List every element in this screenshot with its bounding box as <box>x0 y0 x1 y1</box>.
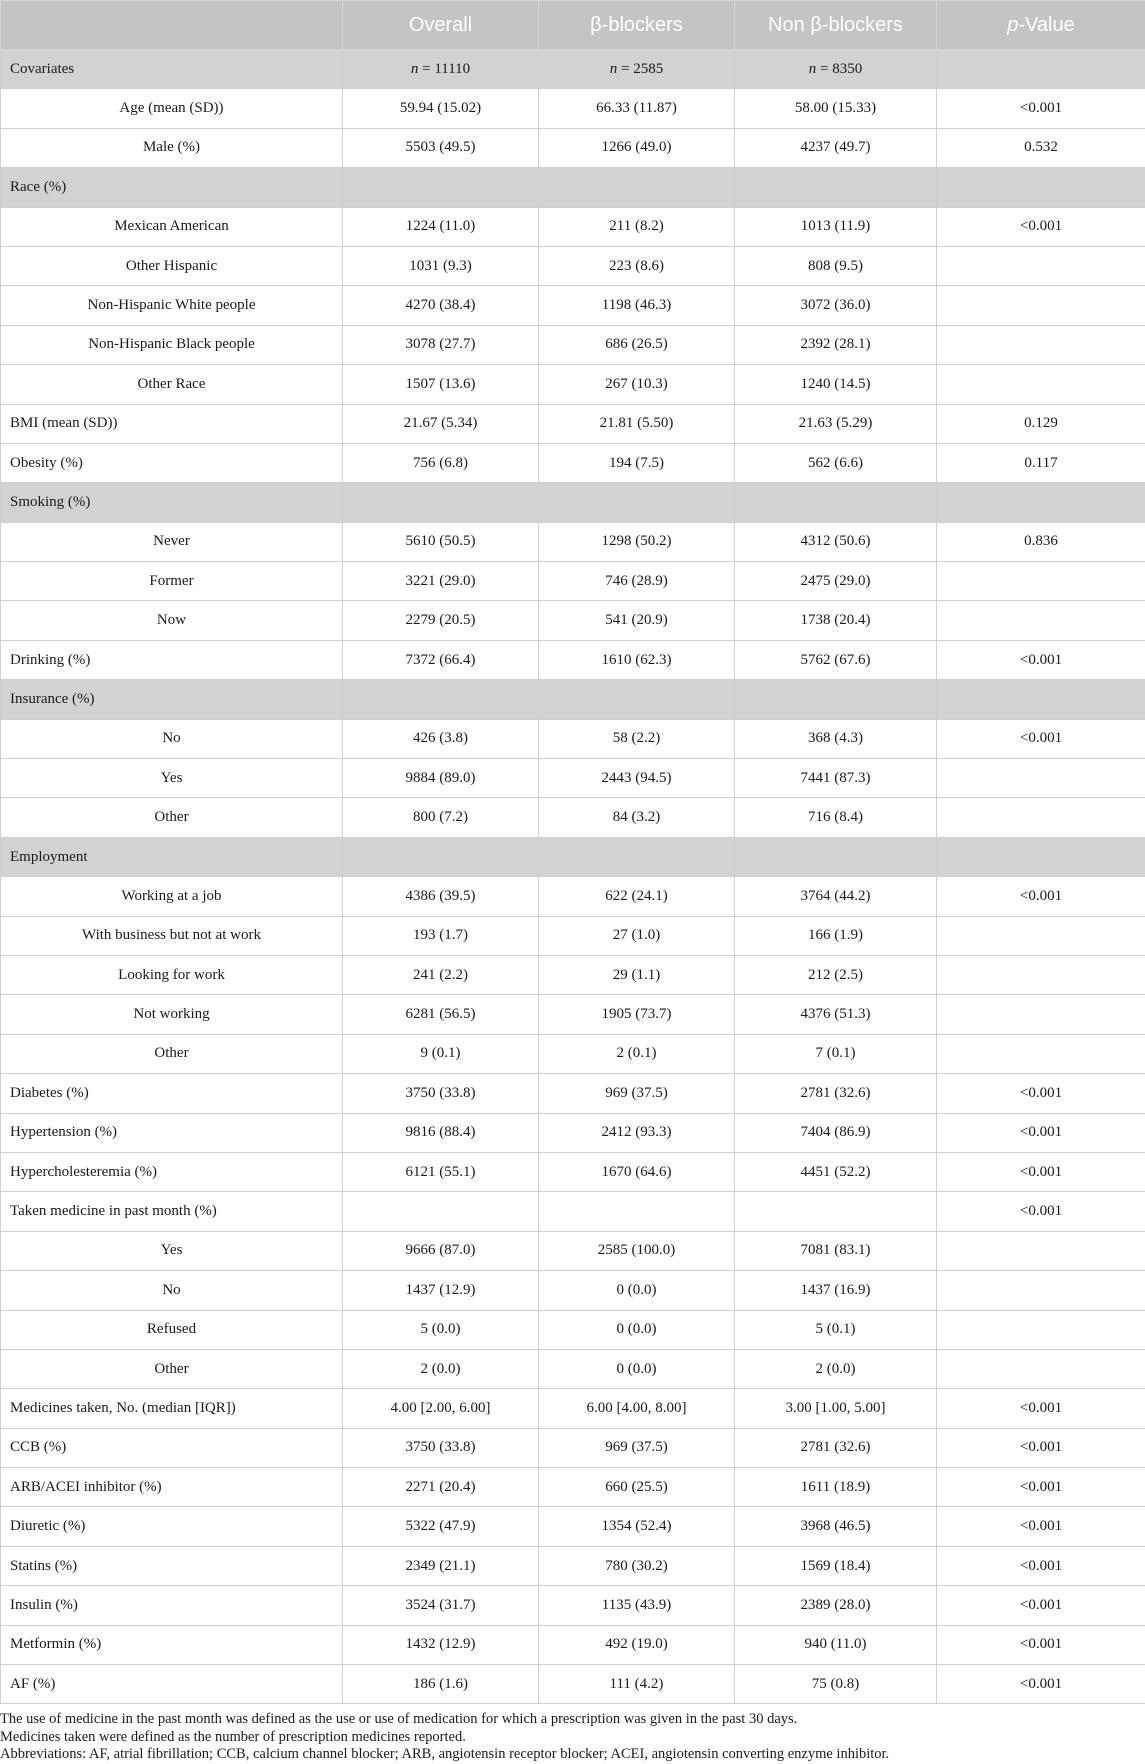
non-beta-blockers-cell: 21.63 (5.29) <box>735 404 937 443</box>
overall-cell: 241 (2.2) <box>343 955 539 994</box>
p-value-cell: 0.836 <box>937 522 1145 561</box>
header-beta-blockers: β-blockers <box>539 1 735 50</box>
p-value-cell: <0.001 <box>937 1546 1145 1585</box>
group-label: Insurance (%) <box>1 680 343 719</box>
non-beta-blockers-cell: 4376 (51.3) <box>735 995 937 1034</box>
beta-blockers-cell: 622 (24.1) <box>539 877 735 916</box>
beta-blockers-cell: 0 (0.0) <box>539 1271 735 1310</box>
overall-cell: 4.00 [2.00, 6.00] <box>343 1389 539 1428</box>
overall-cell: 193 (1.7) <box>343 916 539 955</box>
beta-blockers-cell: 111 (4.2) <box>539 1665 735 1704</box>
covariates-p-blank <box>937 50 1145 89</box>
table-row <box>1 1310 1145 1349</box>
n-symbol: n <box>411 61 419 77</box>
p-value-cell <box>937 1034 1145 1073</box>
row-label: Medicines taken, No. (median [IQR]) <box>1 1389 343 1428</box>
row-label: Not working <box>1 995 343 1034</box>
table-row <box>1 128 1145 167</box>
beta-blockers-cell: 2 (0.1) <box>539 1034 735 1073</box>
overall-cell: 59.94 (15.02) <box>343 89 539 128</box>
beta-blockers-cell: 1266 (49.0) <box>539 128 735 167</box>
row-label: Other <box>1 1034 343 1073</box>
table-row <box>1 1625 1145 1664</box>
beta-blockers-cell: 2585 (100.0) <box>539 1231 735 1270</box>
table-row <box>1 916 1145 955</box>
p-value-cell <box>937 286 1145 325</box>
row-label: Drinking (%) <box>1 640 343 679</box>
overall-cell: 5610 (50.5) <box>343 522 539 561</box>
group-header-row <box>1 168 1145 207</box>
p-value-cell: <0.001 <box>937 1586 1145 1625</box>
non-beta-blockers-cell: 7441 (87.3) <box>735 759 937 798</box>
row-label: No <box>1 719 343 758</box>
beta-blockers-cell: 84 (3.2) <box>539 798 735 837</box>
beta-blockers-cell: 746 (28.9) <box>539 562 735 601</box>
row-label: With business but not at work <box>1 916 343 955</box>
overall-cell: 1432 (12.9) <box>343 1625 539 1664</box>
table-row <box>1 286 1145 325</box>
p-value-italic: p <box>1007 14 1018 36</box>
table-row <box>1 1586 1145 1625</box>
nonbeta-n <box>735 50 937 89</box>
table-row <box>1 1507 1145 1546</box>
group-empty-cell <box>735 680 937 719</box>
overall-cell: 4386 (39.5) <box>343 877 539 916</box>
beta-blockers-cell: 1135 (43.9) <box>539 1586 735 1625</box>
overall-cell: 3750 (33.8) <box>343 1428 539 1467</box>
p-value-cell: 0.532 <box>937 128 1145 167</box>
group-empty-cell <box>735 168 937 207</box>
group-header-row <box>1 837 1145 876</box>
p-value-cell: <0.001 <box>937 640 1145 679</box>
group-empty-cell <box>937 483 1145 522</box>
non-beta-blockers-cell: 1611 (18.9) <box>735 1468 937 1507</box>
overall-cell: 9 (0.1) <box>343 1034 539 1073</box>
table-row <box>1 207 1145 246</box>
table-row <box>1 1152 1145 1191</box>
non-beta-blockers-cell: 2781 (32.6) <box>735 1074 937 1113</box>
p-value-cell <box>937 916 1145 955</box>
table-row <box>1 89 1145 128</box>
non-beta-blockers-cell <box>735 1192 937 1231</box>
overall-cell: 5 (0.0) <box>343 1310 539 1349</box>
beta-blockers-cell: 1610 (62.3) <box>539 640 735 679</box>
table-row <box>1 522 1145 561</box>
beta-blockers-cell: 211 (8.2) <box>539 207 735 246</box>
nonbeta-n-value: 8350 <box>832 61 862 77</box>
beta-blockers-cell: 58 (2.2) <box>539 719 735 758</box>
group-empty-cell <box>539 168 735 207</box>
beta-blockers-cell: 969 (37.5) <box>539 1428 735 1467</box>
beta-blockers-cell: 194 (7.5) <box>539 443 735 482</box>
row-label: Taken medicine in past month (%) <box>1 1192 343 1231</box>
p-value-cell <box>937 1231 1145 1270</box>
non-beta-blockers-cell: 7 (0.1) <box>735 1034 937 1073</box>
row-label: Other Race <box>1 365 343 404</box>
overall-cell <box>343 1192 539 1231</box>
p-value-cell: <0.001 <box>937 719 1145 758</box>
p-value-cell: <0.001 <box>937 877 1145 916</box>
table-row <box>1 955 1145 994</box>
overall-cell: 4270 (38.4) <box>343 286 539 325</box>
table-row <box>1 1546 1145 1585</box>
non-beta-blockers-cell: 5762 (67.6) <box>735 640 937 679</box>
non-beta-blockers-cell: 368 (4.3) <box>735 719 937 758</box>
table-row <box>1 798 1145 837</box>
non-beta-blockers-cell: 2781 (32.6) <box>735 1428 937 1467</box>
non-beta-blockers-cell: 1437 (16.9) <box>735 1271 937 1310</box>
row-label: AF (%) <box>1 1665 343 1704</box>
non-beta-blockers-cell: 2389 (28.0) <box>735 1586 937 1625</box>
row-label: Age (mean (SD)) <box>1 89 343 128</box>
overall-cell: 6281 (56.5) <box>343 995 539 1034</box>
table-row <box>1 246 1145 285</box>
p-value-cell: 0.129 <box>937 404 1145 443</box>
row-label: Hypertension (%) <box>1 1113 343 1152</box>
table-row <box>1 443 1145 482</box>
group-empty-cell <box>937 168 1145 207</box>
beta-blockers-cell: 1298 (50.2) <box>539 522 735 561</box>
footnote: Medicines taken were defined as the number of prescription medicines reported. <box>0 1729 1145 1747</box>
p-value-cell: <0.001 <box>937 89 1145 128</box>
overall-cell: 3750 (33.8) <box>343 1074 539 1113</box>
p-value-cell <box>937 365 1145 404</box>
header-p-value <box>937 1 1145 50</box>
row-label: Statins (%) <box>1 1546 343 1585</box>
table-row <box>1 995 1145 1034</box>
p-value-cell: <0.001 <box>937 1468 1145 1507</box>
overall-cell: 9666 (87.0) <box>343 1231 539 1270</box>
non-beta-blockers-cell: 2392 (28.1) <box>735 325 937 364</box>
beta-blockers-cell: 780 (30.2) <box>539 1546 735 1585</box>
p-value-cell: <0.001 <box>937 1625 1145 1664</box>
p-value-cell <box>937 1349 1145 1388</box>
n-symbol: n <box>610 61 618 77</box>
row-label: ARB/ACEI inhibitor (%) <box>1 1468 343 1507</box>
table-row <box>1 877 1145 916</box>
p-value-suffix: -Value <box>1018 14 1074 36</box>
non-beta-blockers-cell: 808 (9.5) <box>735 246 937 285</box>
group-empty-cell <box>735 837 937 876</box>
row-label: Other <box>1 798 343 837</box>
group-header-row <box>1 680 1145 719</box>
beta-blockers-cell: 267 (10.3) <box>539 365 735 404</box>
equals-sign: = <box>418 61 434 77</box>
row-label: Diuretic (%) <box>1 1507 343 1546</box>
non-beta-blockers-cell: 7404 (86.9) <box>735 1113 937 1152</box>
non-beta-blockers-cell: 1569 (18.4) <box>735 1546 937 1585</box>
row-label: No <box>1 1271 343 1310</box>
row-label: Looking for work <box>1 955 343 994</box>
overall-cell: 1224 (11.0) <box>343 207 539 246</box>
row-label: Male (%) <box>1 128 343 167</box>
overall-cell: 1031 (9.3) <box>343 246 539 285</box>
beta-blockers-cell: 27 (1.0) <box>539 916 735 955</box>
non-beta-blockers-cell: 212 (2.5) <box>735 955 937 994</box>
table-row <box>1 1271 1145 1310</box>
table-row <box>1 759 1145 798</box>
beta-blockers-cell: 1354 (52.4) <box>539 1507 735 1546</box>
non-beta-blockers-cell: 3072 (36.0) <box>735 286 937 325</box>
table-row <box>1 1113 1145 1152</box>
non-beta-blockers-cell: 2 (0.0) <box>735 1349 937 1388</box>
row-label: Now <box>1 601 343 640</box>
covariates-label: Covariates <box>1 50 343 89</box>
overall-n-value: 11110 <box>434 61 470 77</box>
row-label: Diabetes (%) <box>1 1074 343 1113</box>
non-beta-blockers-cell: 562 (6.6) <box>735 443 937 482</box>
beta-n-value: 2585 <box>633 61 663 77</box>
non-beta-blockers-cell: 5 (0.1) <box>735 1310 937 1349</box>
overall-cell: 5322 (47.9) <box>343 1507 539 1546</box>
group-empty-cell <box>735 483 937 522</box>
p-value-cell <box>937 1271 1145 1310</box>
p-value-cell <box>937 798 1145 837</box>
overall-cell: 3221 (29.0) <box>343 562 539 601</box>
header-overall: Overall <box>343 1 539 50</box>
table-footnotes <box>0 1704 1145 1764</box>
beta-blockers-cell: 2443 (94.5) <box>539 759 735 798</box>
non-beta-blockers-cell: 4451 (52.2) <box>735 1152 937 1191</box>
table-row <box>1 404 1145 443</box>
overall-cell: 21.67 (5.34) <box>343 404 539 443</box>
row-label: Yes <box>1 1231 343 1270</box>
overall-cell: 186 (1.6) <box>343 1665 539 1704</box>
non-beta-blockers-cell: 2475 (29.0) <box>735 562 937 601</box>
p-value-cell <box>937 562 1145 601</box>
group-empty-cell <box>539 837 735 876</box>
non-beta-blockers-cell: 166 (1.9) <box>735 916 937 955</box>
row-label: Other <box>1 1349 343 1388</box>
p-value-cell <box>937 955 1145 994</box>
beta-blockers-cell: 969 (37.5) <box>539 1074 735 1113</box>
overall-cell: 2279 (20.5) <box>343 601 539 640</box>
beta-blockers-cell: 6.00 [4.00, 8.00] <box>539 1389 735 1428</box>
overall-cell: 1507 (13.6) <box>343 365 539 404</box>
table-row <box>1 365 1145 404</box>
p-value-cell: <0.001 <box>937 207 1145 246</box>
row-label: Metformin (%) <box>1 1625 343 1664</box>
row-label: CCB (%) <box>1 1428 343 1467</box>
beta-blockers-cell: 686 (26.5) <box>539 325 735 364</box>
table-row <box>1 1192 1145 1231</box>
table-row <box>1 601 1145 640</box>
p-value-cell: 0.117 <box>937 443 1145 482</box>
table-row <box>1 719 1145 758</box>
p-value-cell: <0.001 <box>937 1665 1145 1704</box>
overall-cell: 5503 (49.5) <box>343 128 539 167</box>
beta-blockers-cell: 2412 (93.3) <box>539 1113 735 1152</box>
table-row <box>1 1074 1145 1113</box>
overall-cell: 756 (6.8) <box>343 443 539 482</box>
group-empty-cell <box>343 680 539 719</box>
row-label: Former <box>1 562 343 601</box>
group-empty-cell <box>343 483 539 522</box>
p-value-cell <box>937 1310 1145 1349</box>
p-value-cell: <0.001 <box>937 1152 1145 1191</box>
overall-cell: 1437 (12.9) <box>343 1271 539 1310</box>
non-beta-blockers-cell: 3968 (46.5) <box>735 1507 937 1546</box>
p-value-cell: <0.001 <box>937 1074 1145 1113</box>
p-value-cell <box>937 759 1145 798</box>
table-row <box>1 1428 1145 1467</box>
beta-blockers-cell: 1670 (64.6) <box>539 1152 735 1191</box>
row-label: Never <box>1 522 343 561</box>
table-body <box>1 50 1145 1704</box>
equals-sign: = <box>816 61 832 77</box>
header-non-beta-blockers: Non β-blockers <box>735 1 937 50</box>
group-label: Race (%) <box>1 168 343 207</box>
overall-cell: 800 (7.2) <box>343 798 539 837</box>
overall-cell: 426 (3.8) <box>343 719 539 758</box>
row-label: Non-Hispanic White people <box>1 286 343 325</box>
beta-blockers-cell: 1905 (73.7) <box>539 995 735 1034</box>
beta-blockers-cell <box>539 1192 735 1231</box>
beta-blockers-cell: 0 (0.0) <box>539 1349 735 1388</box>
non-beta-blockers-cell: 3.00 [1.00, 5.00] <box>735 1389 937 1428</box>
non-beta-blockers-cell: 75 (0.8) <box>735 1665 937 1704</box>
non-beta-blockers-cell: 1240 (14.5) <box>735 365 937 404</box>
p-value-cell <box>937 601 1145 640</box>
covariates-row <box>1 50 1145 89</box>
beta-blockers-cell: 1198 (46.3) <box>539 286 735 325</box>
p-value-cell <box>937 325 1145 364</box>
equals-sign: = <box>617 61 633 77</box>
group-empty-cell <box>937 837 1145 876</box>
p-value-cell: <0.001 <box>937 1192 1145 1231</box>
table-row <box>1 1665 1145 1704</box>
overall-cell: 2271 (20.4) <box>343 1468 539 1507</box>
beta-blockers-cell: 492 (19.0) <box>539 1625 735 1664</box>
n-symbol: n <box>809 61 817 77</box>
group-header-row <box>1 483 1145 522</box>
row-label: Hypercholesteremia (%) <box>1 1152 343 1191</box>
overall-cell: 2 (0.0) <box>343 1349 539 1388</box>
row-label: Refused <box>1 1310 343 1349</box>
beta-blockers-cell: 223 (8.6) <box>539 246 735 285</box>
group-empty-cell <box>539 483 735 522</box>
group-empty-cell <box>539 680 735 719</box>
footnote: The use of medicine in the past month was defined as the use or use of medication for which a prescription was given in the past 30 days. <box>0 1711 1145 1729</box>
non-beta-blockers-cell: 58.00 (15.33) <box>735 89 937 128</box>
overall-cell: 6121 (55.1) <box>343 1152 539 1191</box>
overall-cell: 9816 (88.4) <box>343 1113 539 1152</box>
p-value-cell <box>937 995 1145 1034</box>
non-beta-blockers-cell: 940 (11.0) <box>735 1625 937 1664</box>
non-beta-blockers-cell: 1738 (20.4) <box>735 601 937 640</box>
non-beta-blockers-cell: 4237 (49.7) <box>735 128 937 167</box>
p-value-cell: <0.001 <box>937 1507 1145 1546</box>
table-row <box>1 1389 1145 1428</box>
overall-cell: 2349 (21.1) <box>343 1546 539 1585</box>
beta-blockers-cell: 66.33 (11.87) <box>539 89 735 128</box>
table-row <box>1 1468 1145 1507</box>
table-row <box>1 1231 1145 1270</box>
row-label: Mexican American <box>1 207 343 246</box>
table-row <box>1 325 1145 364</box>
beta-blockers-cell: 0 (0.0) <box>539 1310 735 1349</box>
beta-blockers-cell: 660 (25.5) <box>539 1468 735 1507</box>
table-row <box>1 1349 1145 1388</box>
table-row <box>1 1034 1145 1073</box>
p-value-cell: <0.001 <box>937 1428 1145 1467</box>
row-label: BMI (mean (SD)) <box>1 404 343 443</box>
beta-blockers-cell: 21.81 (5.50) <box>539 404 735 443</box>
overall-cell: 3524 (31.7) <box>343 1586 539 1625</box>
table-header <box>1 1 1145 50</box>
p-value-cell <box>937 246 1145 285</box>
p-value-cell: <0.001 <box>937 1389 1145 1428</box>
table-row <box>1 562 1145 601</box>
group-label: Employment <box>1 837 343 876</box>
overall-cell: 9884 (89.0) <box>343 759 539 798</box>
p-value-cell: <0.001 <box>937 1113 1145 1152</box>
table-row <box>1 640 1145 679</box>
beta-blockers-cell: 29 (1.1) <box>539 955 735 994</box>
row-label: Working at a job <box>1 877 343 916</box>
row-label: Obesity (%) <box>1 443 343 482</box>
row-label: Non-Hispanic Black people <box>1 325 343 364</box>
group-empty-cell <box>343 168 539 207</box>
beta-blockers-cell: 541 (20.9) <box>539 601 735 640</box>
row-label: Insulin (%) <box>1 1586 343 1625</box>
non-beta-blockers-cell: 3764 (44.2) <box>735 877 937 916</box>
row-label: Yes <box>1 759 343 798</box>
row-label: Other Hispanic <box>1 246 343 285</box>
non-beta-blockers-cell: 7081 (83.1) <box>735 1231 937 1270</box>
non-beta-blockers-cell: 4312 (50.6) <box>735 522 937 561</box>
beta-n <box>539 50 735 89</box>
group-empty-cell <box>937 680 1145 719</box>
non-beta-blockers-cell: 1013 (11.9) <box>735 207 937 246</box>
overall-cell: 3078 (27.7) <box>343 325 539 364</box>
non-beta-blockers-cell: 716 (8.4) <box>735 798 937 837</box>
overall-cell: 7372 (66.4) <box>343 640 539 679</box>
group-empty-cell <box>343 837 539 876</box>
footnote: Abbreviations: AF, atrial fibrillation; CCB, calcium channel blocker; ARB, angiotensin receptor blocker; ACEI, angiotensin converting enzyme inhibitor. <box>0 1746 1145 1764</box>
header-row <box>1 1 1145 50</box>
group-label: Smoking (%) <box>1 483 343 522</box>
overall-n <box>343 50 539 89</box>
header-blank <box>1 1 343 50</box>
